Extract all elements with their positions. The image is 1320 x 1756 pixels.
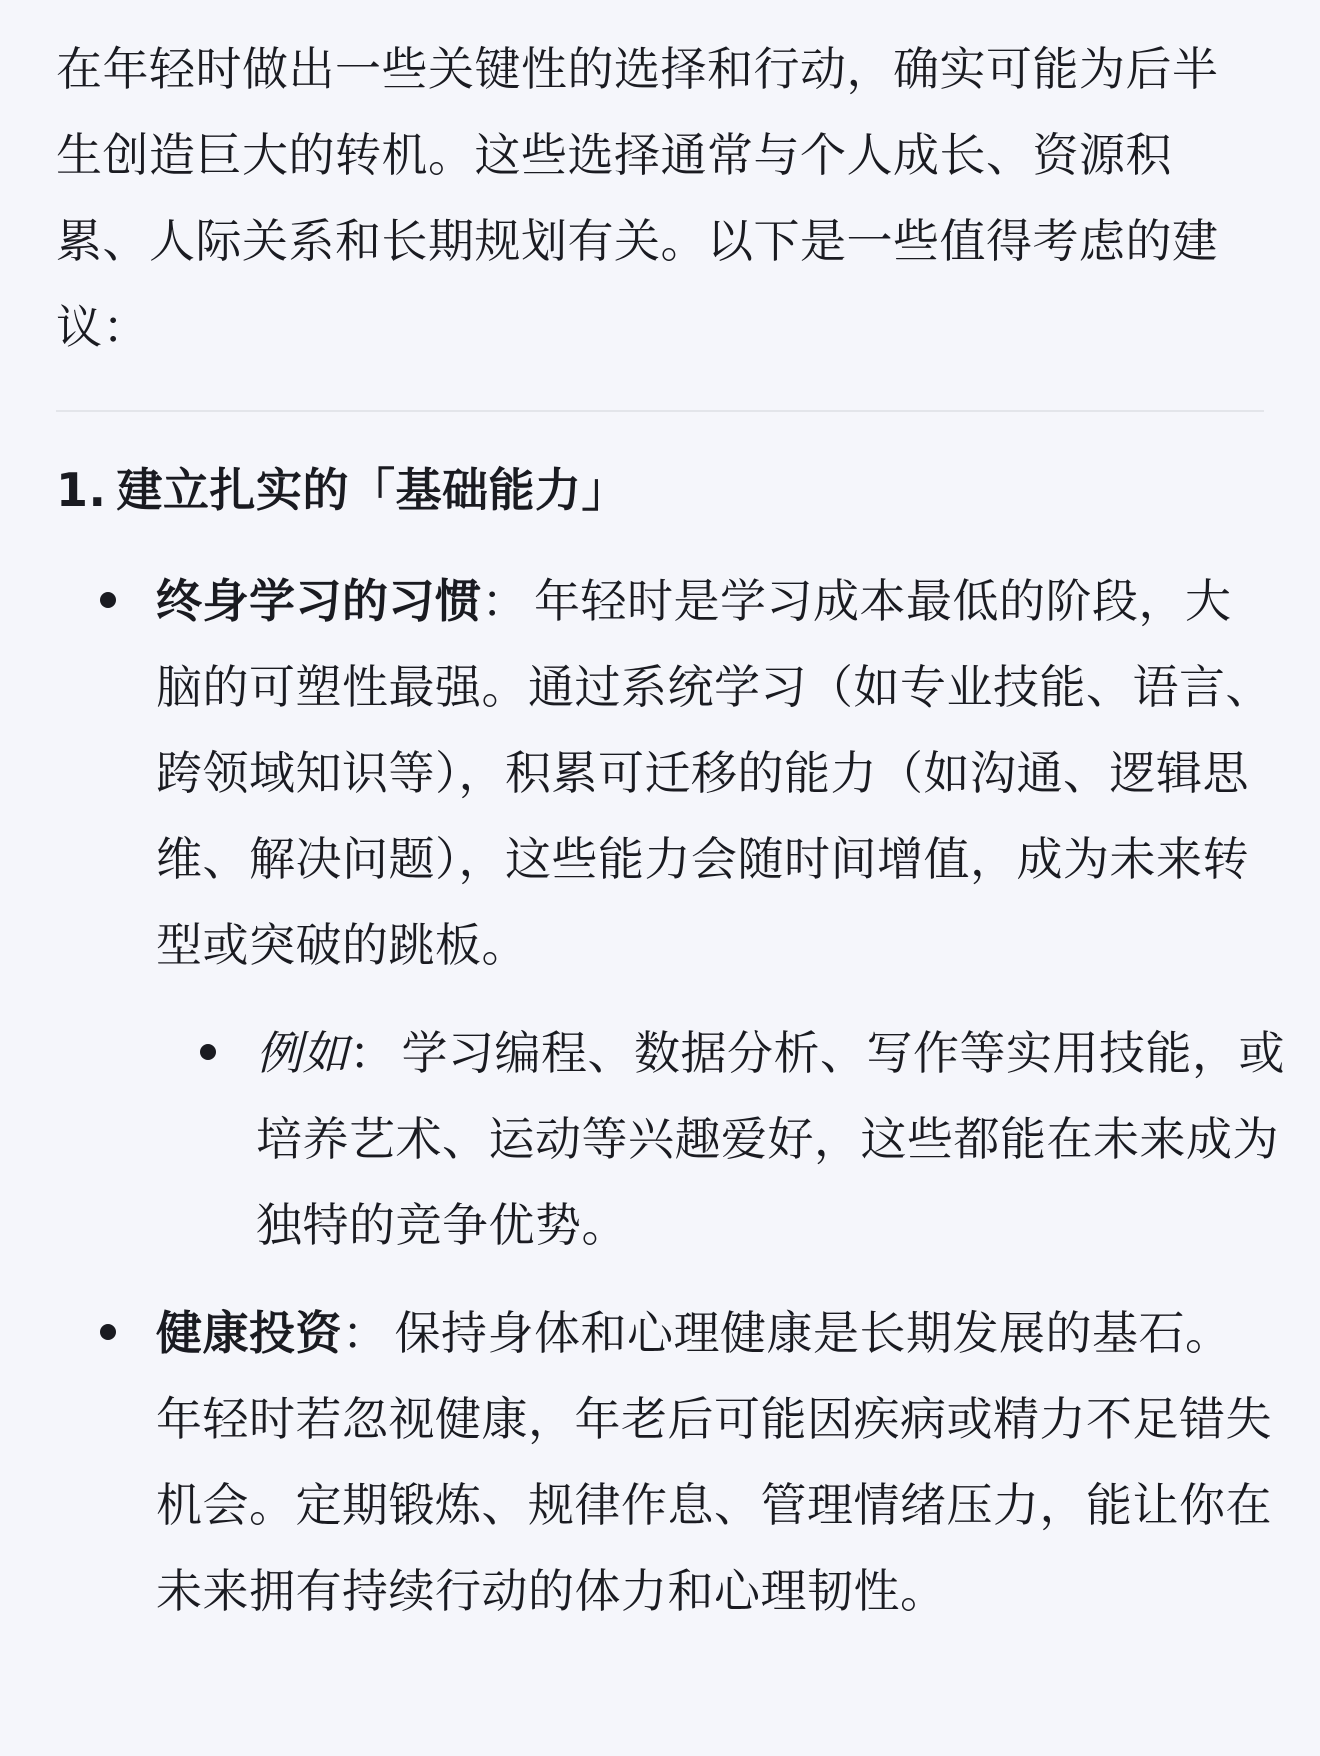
section-heading xyxy=(56,460,1264,520)
bullet-term: 健康投资 xyxy=(156,1306,342,1360)
list-item-lifelong-learning xyxy=(56,558,1285,1268)
bullet-body: 保持身体和心理健康是长期发展的基石。年轻时若忽视健康，年老后可能因疾病或精力不足错失机会。定期锻炼、规律作息、管理情绪压力，能让你在未来拥有持续行动的体力和心理韧性。 xyxy=(156,1306,1272,1618)
bullet-colon: ： xyxy=(342,1306,389,1360)
list-item-health-investment xyxy=(56,1290,1276,1634)
sub-bullet-term: 例如 xyxy=(256,1026,349,1080)
sub-bullet-colon: ： xyxy=(349,1026,396,1080)
bullet-list xyxy=(56,558,1285,1634)
bullet-dot xyxy=(100,592,116,608)
sub-bullet-dot xyxy=(200,1044,216,1060)
section-divider xyxy=(56,410,1264,412)
bullet-colon: ： xyxy=(481,574,528,628)
sub-list-item-example xyxy=(156,1010,1286,1268)
bullet-body: 年轻时是学习成本最低的阶段，大脑的可塑性最强。通过系统学习（如专业技能、语言、跨领域知识等），积累可迁移的能力（如沟通、逻辑思维、解决问题），这些能力会随时间增值，成为未来转型或突破的跳板。 xyxy=(156,574,1272,972)
section-title: 建立扎实的「基础能力」 xyxy=(116,463,628,517)
section-number: 1. xyxy=(56,463,107,517)
bullet-term: 终身学习的习惯 xyxy=(156,574,482,628)
sub-bullet-list xyxy=(156,1010,1285,1268)
bullet-dot xyxy=(100,1324,116,1340)
sub-bullet-body: 学习编程、数据分析、写作等实用技能，或培养艺术、运动等兴趣爱好，这些都能在未来成为独特的竞争优势。 xyxy=(256,1026,1285,1252)
intro-paragraph: 在年轻时做出一些关键性的选择和行动，确实可能为后半生创造巨大的转机。这些选择通常与个人成长、资源积累、人际关系和长期规划有关。以下是一些值得考虑的建议： xyxy=(56,42,1219,354)
